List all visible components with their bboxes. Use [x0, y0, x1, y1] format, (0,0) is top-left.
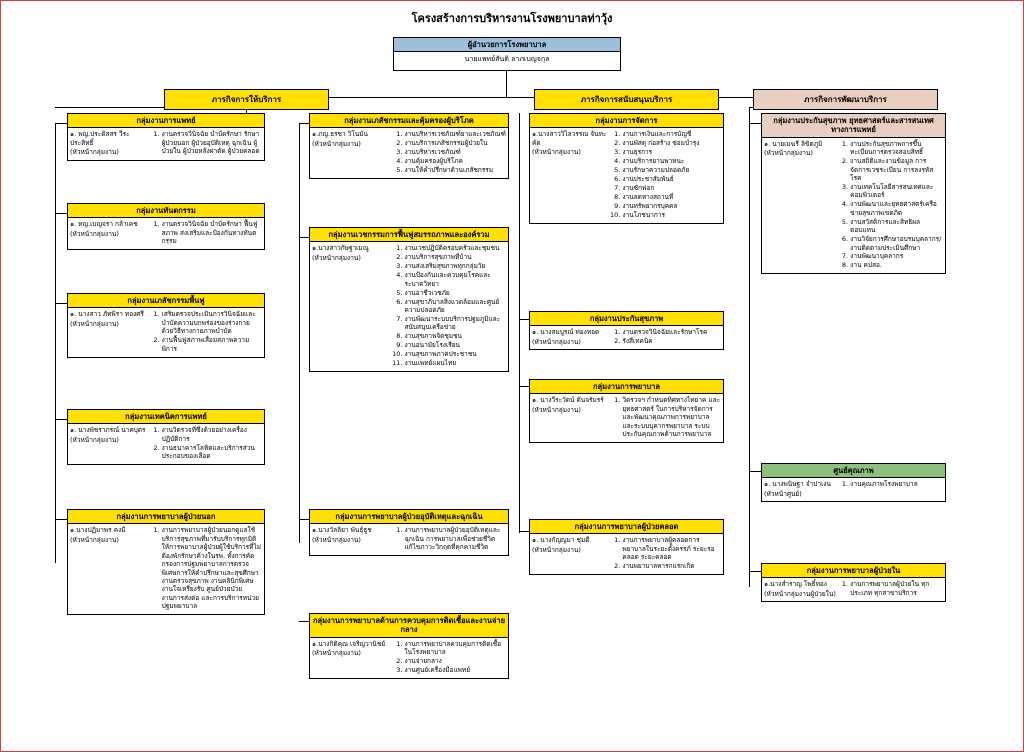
list-item: 11. งานแพทย์แผนไทย	[404, 359, 506, 367]
group-quality-lead: ๑. นางพนิษฐา จำปาเงน	[764, 480, 831, 489]
group-ipd-nursing-lead: ๑. นางกัญญมา ชุ่มดี	[532, 536, 590, 545]
list-item: 5. งานอาชีวเวชภัย	[404, 289, 506, 297]
group-retail-role: (หัวหน้ากลุ่มงาน)	[312, 139, 361, 148]
group-emergency-nursing	[309, 509, 509, 556]
group-pharmacy-header: กลุ่มงานเภสัชกรรมพื้นฟู	[68, 294, 264, 308]
list-item: 9. งานอนามัยโรงเรียน	[404, 341, 506, 349]
list-item: 3. งานส่งเสริมสุขภาพทุกกลุ่มวัย	[404, 262, 506, 270]
connector	[55, 123, 56, 563]
connector	[519, 386, 529, 387]
group-pharmacy-role: (หัวหน้ากลุ่มงาน)	[70, 319, 119, 328]
group-primary-role: (หัวหน้ากลุ่มงาน)	[312, 253, 361, 262]
list-item: 2. งานพัสดุ ก่อสร้าง ซ่อมบำรุง	[622, 139, 721, 147]
band-support: ภารกิจการสนับสนุนบริการ	[534, 89, 719, 110]
group-opd-nursing	[67, 509, 265, 615]
list-item: 3. งานบริหารเวชภัณฑ์	[404, 148, 506, 156]
connector	[55, 519, 67, 520]
list-item: 5. งานสวัสดิการและสิทธิผลตอบแทน	[850, 218, 943, 235]
group-emergency-nursing-header: กลุ่มงานการพยาบาลผู้ป่วยอุบัติเหตุและฉุกเฉิน	[310, 510, 508, 524]
list-item: 5. งานรักษาความปลอดภัย	[622, 166, 721, 174]
list-item: 1. งานวิตรวจที่ซึ่งด้วยอย่างเครื่องปฏิบัติการ	[162, 426, 262, 443]
list-item: 1. งานการพยาบาลผู้ป่วยใน ทุกประเภท ทุกสาขาบริการ	[850, 580, 943, 597]
group-retail	[309, 113, 509, 179]
page-title: โครงสร้างการบริหารงานโรงพยาบาลท่าวุ้ง	[411, 12, 613, 25]
list-item: 7. งานพัฒนาระบบบริการปฐมภูมิและสนับสนุนเครือข่าย	[404, 315, 506, 332]
group-opd-nursing-lead: ๑.นางปฏิมาพร คงมี	[70, 526, 126, 535]
director-title: ผู้อำนวยการโรงพยาบาล	[394, 38, 620, 52]
list-item: 1. งานการพยาบาลผู้ป่วยอุบัติเหตุและฉุกเฉิน การพยาบาลเพื่อช่วยชีวิต แก้ไขภาวะวิกฤตที่คุกคามชีวิต	[404, 526, 506, 551]
list-item: 8. งาน คปสอ.	[850, 261, 943, 269]
group-primary	[309, 227, 509, 372]
list-item: 5. งานให้คำปรึกษาด้านเภสัชกรรม	[404, 166, 506, 174]
connector	[519, 319, 529, 320]
list-item: 2. งานพยาบาลทารกแรกเกิด	[622, 562, 721, 570]
connector	[519, 531, 529, 532]
band-service: ภารกิจการให้บริการ	[164, 89, 329, 110]
list-item: 6. งานวิจัยการศึกษาอบรมบุคลากร/งานติดตามประเมินศึกษา	[850, 235, 943, 252]
list-item: 1. งานตรวจวินิจฉัยและรักษาโรค	[622, 328, 721, 336]
list-item: 2. งานจ่ายกลาง	[404, 657, 506, 665]
list-item: 1. งานการพยาบาลควบคุมการติดเชื้อในโรงพยาบาล	[404, 640, 506, 657]
group-medtech-lead: ๑. นางพัชราภรณ์ นาคบุตร	[70, 426, 146, 435]
list-item: 8. งานลดหางสถานที่	[622, 193, 721, 201]
connector	[55, 303, 67, 304]
group-inpatient	[761, 563, 946, 602]
list-item: 10. งานโภชนาการ	[622, 211, 721, 219]
list-item: 2. งานสถิติและงานข้อมูล การจัดการเวชระเบียน การลงรหัสโรค	[850, 157, 943, 182]
list-item: 6. งานประชาสัมพันธ์	[622, 175, 721, 183]
group-dental-header: กลุ่มงานทันตกรรม	[68, 204, 264, 218]
group-medtech-role: (หัวหน้ากลุ่มงาน)	[70, 435, 119, 444]
connector	[55, 213, 67, 214]
group-primary-lead: ๑.นางสาวกัษฐาเมณู	[312, 244, 369, 253]
list-item: 7. งานซักฟอก	[622, 184, 721, 192]
list-item: 1. วิตรวจฯ กำหนดทิศทางไทยาค และยุทธศาสตร์ ในการบริหารจัดการและพัฒนาคุณภาพการพยาบาลและระบบบุคากรพยาบาล ระบบประกันคุณภาพด้านการพยาบาล	[622, 396, 721, 438]
group-admin-lead: ๑.นางสาววิไลวรรณ จันทะคัด	[532, 130, 607, 147]
group-nursing-header: กลุ่มงานการพยาบาล	[530, 380, 723, 394]
list-item: 2. งานบริการเภสัชกรรมผู้ป่วยใน	[404, 139, 506, 147]
list-item: 2. งานฟื้นฟูสภาพเสื่อมสภาพความพิการ	[162, 336, 262, 353]
connector	[299, 621, 309, 622]
group-ipd-nursing-header: กลุ่มงานการพยาบาลผู้ป่วยคลอด	[530, 520, 723, 534]
list-item: 7. งานพัฒนาบุคลากร	[850, 252, 943, 260]
group-dental	[67, 203, 265, 250]
director-box	[393, 37, 621, 71]
group-nursing-lead: ๑. นางวีระวัตน์ ตันจรัมรร์	[532, 396, 604, 405]
list-item: 1. งานตรวจวินิจฉัย บำบัดรักษา ฟื้นฟูสภาพ ส่งเสริมและป้องกันทางทันตกรรม	[162, 220, 262, 245]
group-nursing	[529, 379, 724, 443]
list-item: 9. งานทรัพยากรบุคคล	[622, 202, 721, 210]
connector	[299, 519, 309, 520]
group-opd-nursing-header: กลุ่มงานการพยาบาลผู้ป่วยนอก	[68, 510, 264, 524]
group-emergency-nursing-lead: ๑.นางวัลลิยา พันธุ์ธูช	[312, 526, 372, 535]
group-ipd-nursing-role: (หัวหน้ากลุ่มงาน)	[532, 545, 581, 554]
group-opd-nursing-role: (หัวหน้ากลุ่มงาน)	[70, 535, 119, 544]
list-item: 3. งานเทคโนโลยีสารสนเทศและคอมพิวเตอร์	[850, 183, 943, 200]
group-medical-header: กลุ่มงานการแพทย์	[68, 114, 264, 128]
connector	[299, 237, 309, 238]
director-name: นายแพทย์สันติ ลาภเบญจกุล	[464, 55, 550, 64]
group-nursing-role: (หัวหน้ากลุ่มงาน)	[532, 405, 581, 414]
list-item: 1. งานเวชปฏิบัติครอบครัวและชุมชน	[404, 244, 506, 252]
group-emergency-nursing-role: (หัวหน้ากลุ่มงาน)	[312, 535, 361, 544]
connector	[749, 123, 761, 124]
group-tech-dev-role: (หัวหน้ากลุ่มงาน)	[764, 149, 813, 158]
group-pharmacy-lead: ๑. นางสาว ภัทพิรา ทองศรี	[70, 310, 144, 319]
group-dental-role: (หัวหน้ากลุ่มงาน)	[70, 229, 119, 238]
list-item: 2. งานบริการสุขภาพที่บ้าน	[404, 253, 506, 261]
group-pharmacy	[67, 293, 265, 358]
group-inpatient-role: (หัวหน้ากลุ่มงานผู้ป่วยใน)	[764, 589, 836, 598]
group-admin	[529, 113, 724, 224]
connector	[506, 71, 507, 97]
list-item: 1. งานการพยาบาลผู้ป่วยนอกดูแลใช้บริการสุขภาพที่มารับบริการทุกมิติให้การพยาบาลผู้ป่วยผู้ใช้บริการที่ไม่ต้องพักรักษาค้างในรพ. ทั้งการคัดกรองการปฐมพยาบาลการตรวจพิเศษการให้คำปรึกษาและสุขศึกษา งานตรวจสุขภาพ งานคลินิกพิเศษ งานใจเหรี่ยงรับ ศูนย์ป่วยป่วย งานการส่งต่อ และการบริการหน่วยปฐมพยาบาล	[162, 526, 262, 610]
list-item: 2. รังสีเทคนิค	[622, 337, 721, 345]
group-sterile-role: (หัวหน้ากลุ่มงาน)	[312, 649, 361, 658]
group-primary-header: กลุ่มงานเวชกรรมการฟื้นฟูสมรรถภาพและองค์รวม	[310, 228, 508, 242]
group-ipd-nursing	[529, 519, 724, 575]
list-item: 8. งานสุขภาพจิตชุมชน	[404, 332, 506, 340]
connector	[749, 107, 750, 587]
connector	[299, 123, 309, 124]
group-medtech-header: กลุ่มงานเทคนิคการแพทย์	[68, 410, 264, 424]
group-sterile-lead: ๑.นางกิติคุณ เจริญวานิชย์	[312, 639, 386, 648]
group-quality-role: (หัวหน้าศูนย์)	[764, 489, 802, 498]
list-item: 1. งานคุณภาพโรงพยาบาล	[850, 480, 943, 488]
list-item: 1. งานตรวจวินิจฉัย บำบัดรักษา รักษาผู้ป่วยนอก ผู้ป่วยอุบัติเหตุ ฉุกเฉิน ผู้ป่วยใน ผู้ป่วยหลังผ่าตัด ผู้ป่วยคลอด	[162, 130, 262, 155]
list-item: 4. งานพัฒนาและยุทธศาสตร์เครือข่ายสุขภาพเขตภิต	[850, 200, 943, 217]
group-retail-header: กลุ่มงานเภสัชกรรมและคุ้มครองผู้บริโภค	[310, 114, 508, 128]
list-item: 10. งานสุขภาพภาคประชาชน	[404, 350, 506, 358]
list-item: 3. งานธุรการ	[622, 148, 721, 156]
list-item: 4. งานป้องกันและควบคุมโรคและ ระบาดวิทยา	[404, 271, 506, 288]
list-item: 2. งานธนาคารโลหิตและบริการส่วนประกอบของเลือด	[162, 444, 262, 461]
group-inpatient-lead: ๑.นางสำราญ โพธิ์ทอง	[764, 580, 827, 589]
group-sterile	[309, 613, 509, 679]
list-item: 4. งานคุ้มครองผู้บริโภค	[404, 157, 506, 165]
group-radiology-role: (หัวหน้ากลุ่มงาน)	[532, 337, 581, 346]
group-medical-role: (หัวหน้ากลุ่มงาน)	[70, 148, 119, 157]
list-item: 4. งานบริการยานพาหนะ	[622, 157, 721, 165]
list-item: 3. งานศูนย์เครื่องมือแพทย์	[404, 666, 506, 674]
list-item: 1. งานบริหารเวชภัณฑ์ยาและเวชภัณฑ์	[404, 130, 506, 138]
connector	[749, 571, 761, 572]
list-item: 6. งานสุขาภิบาลสิ่งแวดล้อมและศูนย์ความปลอดภัย	[404, 298, 506, 315]
group-quality	[761, 463, 946, 502]
group-medical-lead: ๑. พญ.ประดิสสร วีระประสิทธิ์	[70, 130, 130, 147]
list-item: 1. งานการเงินและการบัญชี	[622, 130, 721, 138]
group-tech-dev	[761, 113, 946, 274]
list-item: 1. เสริมตรวจประเมินการวินิจฉัยและบำบัดความบกพร่องของร่างกาย ด้วยวิธีทางกายภาพบำบัด	[162, 310, 262, 335]
group-admin-role: (หัวหน้ากลุ่มงาน)	[532, 148, 581, 157]
group-medical	[67, 113, 265, 161]
group-quality-header: ศูนย์คุณภาพ	[762, 464, 945, 478]
group-inpatient-header: กลุ่มงานการพยาบาลผู้ป่วยใน	[762, 564, 945, 578]
connector	[519, 113, 520, 533]
list-item: 1. งานการพยาบาลผู้คลอดการพยาบาลในระยะตั้งครรภ์ ระยะรอคลอด ระยะคลอด	[622, 536, 721, 561]
connector	[55, 419, 67, 420]
group-admin-header: กลุ่มงานการจัดการ	[530, 114, 723, 128]
group-radiology-lead: ๑. นางสมบูรณ์ ทองทอด	[532, 328, 600, 337]
group-dental-lead: ๑. ทญ.เบญจรา กล้าเคช	[70, 220, 138, 229]
group-medtech	[67, 409, 265, 465]
list-item: 1. งานประกันสุขภาพการขึ้นทะเบียนการตรวจสอบสิทธิ์	[850, 140, 943, 157]
group-tech-dev-header: กลุ่มงานประกันสุขภาพ ยุทธศาสตร์และสารสนเทศทางการแพทย์	[762, 114, 945, 138]
group-radiology	[529, 311, 724, 350]
group-sterile-header: กลุ่มงานการพยาบาลด้านการควบคุมการติดเชื้อและงานจ่ายกลาง	[310, 614, 508, 638]
connector	[299, 123, 300, 543]
connector	[55, 123, 67, 124]
band-develop: ภารกิจการพัฒนาบริการ	[753, 89, 938, 110]
group-radiology-header: กลุ่มงานประกันสุขภาพ	[530, 312, 723, 326]
connector	[749, 471, 761, 472]
group-retail-lead: ๑.ภญ.ธรชา วิโนมัน	[312, 130, 368, 139]
group-tech-dev-lead: ๑. นายเมฆรี ลิขิตภูมิ	[764, 139, 823, 148]
